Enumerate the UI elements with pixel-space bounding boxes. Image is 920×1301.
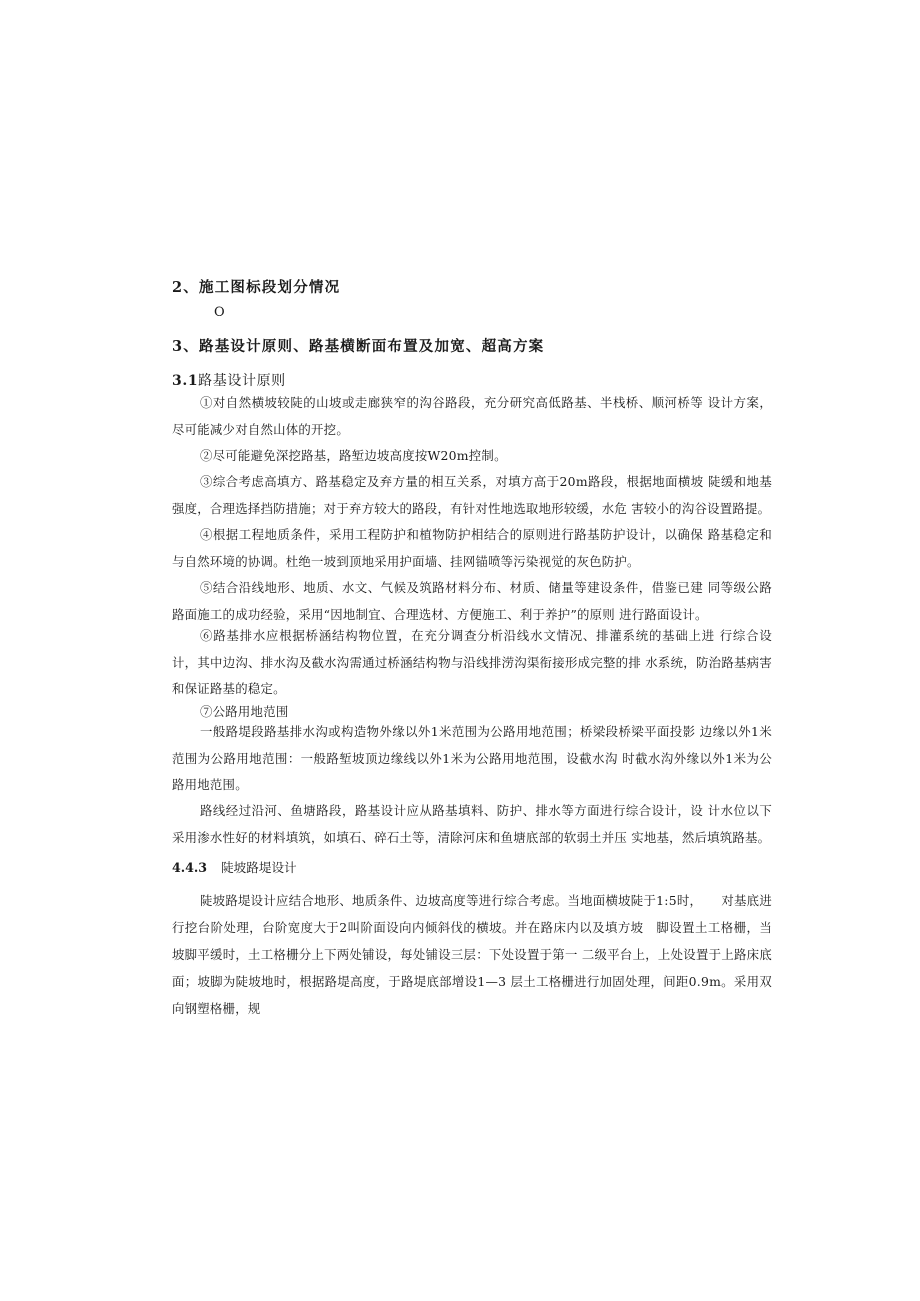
paragraph-principle-1: ①对自然横坡较陡的山坡或走廊狭窄的沟谷路段，充分研究高低路基、半栈桥、顺河桥等 设计方案，尽可能减少对自然山体的开挖。 — [172, 395, 772, 437]
paragraph-land-use: 一般路堤段路基排水沟或构造物外缘以外1米范围为公路用地范围；桥梁段桥梁平面投影 边缘以外1米范围为公路用地范围：一般路堑坡顶边缘线以外1米为公路用地范围，设截水沟 时截水沟外缘以外1米为公路用地范围。 — [172, 724, 772, 792]
section-4-4-3-heading — [172, 857, 297, 876]
section-2-heading: 2、施工图标段划分情况 — [172, 279, 341, 296]
marker-text: O — [214, 305, 225, 320]
section-4-4-3-title: 陡坡路堤设计 — [221, 860, 297, 875]
paragraph-principle-7: ⑦公路用地范围 — [200, 704, 289, 719]
paragraph-principle-4: ④根据工程地质条件，采用工程防护和植物防护相结合的原则进行路基防护设计，以确保 路基稳定和与自然环境的协调。杜绝一坡到顶地采用护面墙、挂网锚喷等污染视觉的灰色防护。 — [172, 527, 772, 569]
paragraph-steep-slope: 陡坡路堤设计应结合地形、地质条件、边坡高度等进行综合考虑。当地面横坡陡于1:5时， 对基底进行挖台阶处理，台阶宽度大于2叫阶面设向内倾斜伐的横坡。并在路床内以及填方坡 脚设置土工格栅，当坡脚平缓时，土工格栅分上下两处铺设，每处铺设三层：下处设置于第一 二级平台上，上处设置于上路床底面；坡脚为陡坡地时，根据路堤高度，于路堤底部增设1—3 层土工格栅进行加固处理，间距0.9m。采用双向钢塑格栅，规 — [172, 893, 772, 1016]
paragraph-principle-2: ②尽可能避免深挖路基，路堑边坡高度按W20m控制。 — [200, 448, 507, 463]
section-4-4-3-number: 4.4.3 — [172, 860, 208, 875]
section-3-1-number: 3.1 — [172, 373, 199, 389]
paragraph-principle-3: ③综合考虑高填方、路基稳定及弃方量的相互关系，对填方高于20m路段，根据地面横坡 陡缓和地基强度，合理选择挡防措施；对于弃方较大的路段，有针对性地选取地形较缓，水危 害较小的沟谷设置路提。 — [172, 474, 772, 516]
section-3-1-heading — [172, 370, 286, 390]
paragraph-principle-6: ⑥路基排水应根据桥涵结构物位置，在充分调查分析沿线水文情况、排灌系统的基础上进 行综合设计，其中边沟、排水沟及截水沟需通过桥涵结构物与沿线排涝沟渠衔接形成完整的排 水系统，防治路基病害和保证路基的稳定。 — [172, 628, 772, 696]
paragraph-riverside: 路线经过沿河、鱼塘路段，路基设计应从路基填料、防护、排水等方面进行综合设计，设 计水位以下采用渗水性好的材料填筑，如填石、碎石土等，清除河床和鱼塘底部的软弱土并压 实地基，然后填筑路基。 — [172, 803, 772, 845]
section-3-1-title: 路基设计原则 — [198, 373, 286, 389]
section-3-heading: 3、路基设计原则、路基横断面布置及加宽、超高方案 — [172, 338, 545, 355]
paragraph-principle-5: ⑤结合沿线地形、地质、水文、气候及筑路材料分布、材质、储量等建设条件，借鉴已建 同等级公路路面施工的成功经验，采用“因地制宜、合理选材、方便施工、利于养护”的原则 进行路面设计。 — [172, 580, 772, 622]
